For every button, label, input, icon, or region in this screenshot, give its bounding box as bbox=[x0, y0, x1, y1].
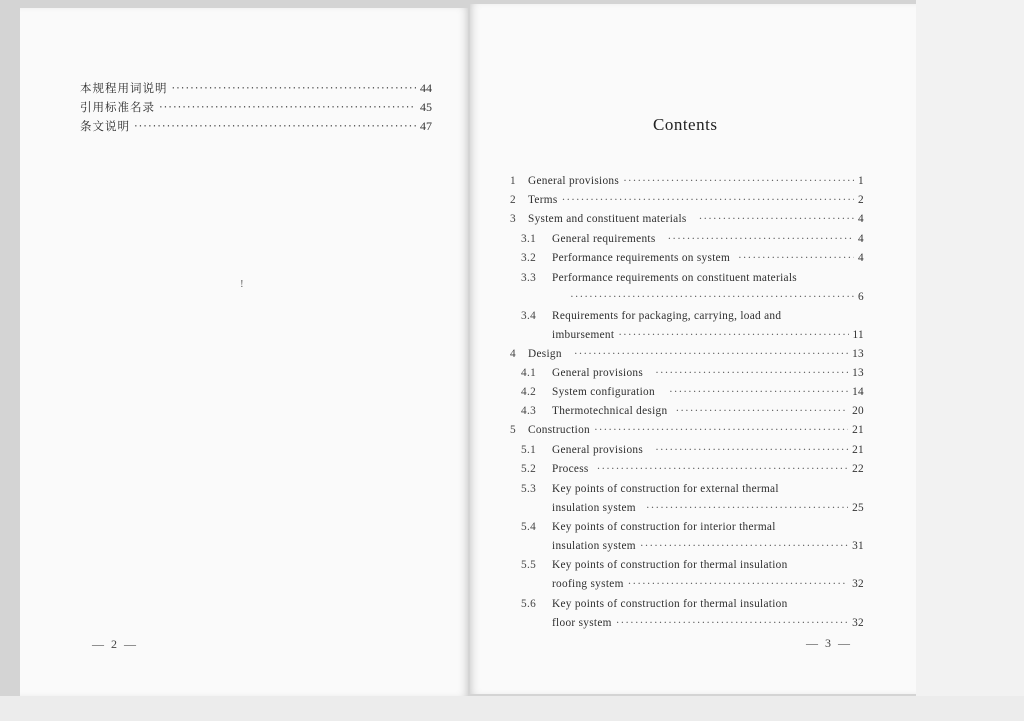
leader-dots bbox=[668, 233, 855, 245]
toc-entry-page: 31 bbox=[852, 540, 864, 552]
left-toc-page: 47 bbox=[420, 119, 432, 133]
leader-dots bbox=[655, 367, 848, 379]
left-toc-label: 引用标准名录 bbox=[80, 100, 155, 114]
toc-entry[interactable] bbox=[521, 483, 864, 495]
toc-entry-page: 14 bbox=[852, 386, 864, 398]
toc-entry-number: 4.2 bbox=[521, 386, 537, 398]
left-toc-item[interactable] bbox=[80, 80, 432, 96]
toc-entry-number: 5.3 bbox=[521, 483, 537, 495]
toc-entry-page: 4 bbox=[858, 213, 864, 225]
toc-entry-number: 5.1 bbox=[521, 444, 537, 456]
toc-entry-page: 13 bbox=[852, 367, 864, 379]
toc-entry-label: Process bbox=[552, 463, 589, 475]
leader-dots bbox=[646, 502, 848, 514]
toc-entry-label: Requirements for packaging, carrying, load and bbox=[552, 310, 782, 322]
toc-entry[interactable] bbox=[510, 175, 864, 187]
toc-entry-label: Key points of construction for thermal insulation bbox=[552, 598, 788, 610]
toc-entry-number: 4.1 bbox=[521, 367, 537, 379]
toc-entry-page: 32 bbox=[852, 578, 864, 590]
toc-entry[interactable] bbox=[521, 272, 864, 284]
toc-entry-page: 4 bbox=[858, 252, 864, 264]
toc-entry-number: 5.2 bbox=[521, 463, 537, 475]
leader-dots bbox=[623, 175, 854, 187]
toc-entry-continuation-label: insulation system bbox=[552, 502, 636, 514]
toc-entry-label: General provisions bbox=[528, 175, 620, 187]
leader-dots bbox=[655, 444, 848, 456]
leader-dots bbox=[597, 463, 848, 475]
toc-entry-page: 2 bbox=[858, 194, 864, 206]
toc-entry[interactable] bbox=[510, 194, 864, 206]
stray-mark: ! bbox=[240, 278, 244, 290]
contents-title: Contents bbox=[653, 115, 718, 134]
toc-entry[interactable] bbox=[510, 348, 864, 360]
left-toc-page: 44 bbox=[420, 81, 432, 95]
toc-entry[interactable] bbox=[510, 424, 864, 436]
toc-entry-label: Thermotechnical design bbox=[552, 405, 668, 417]
toc-entry-page: 13 bbox=[852, 348, 864, 360]
toc-entry-page: 22 bbox=[852, 463, 864, 475]
page-number-right: — 3 — bbox=[806, 636, 852, 650]
toc-entry[interactable] bbox=[521, 559, 864, 571]
toc-entry-number: 3.1 bbox=[521, 233, 537, 245]
toc-entry-continuation bbox=[552, 578, 864, 590]
left-toc-item[interactable] bbox=[80, 99, 432, 115]
background-right bbox=[916, 0, 1024, 721]
toc-entry-label: Key points of construction for thermal insulation bbox=[552, 559, 788, 571]
toc-entry-page: 21 bbox=[852, 444, 864, 456]
toc-entry-number: 1 bbox=[510, 175, 516, 187]
toc-entry-label: General requirements bbox=[552, 233, 656, 245]
leader-dots bbox=[738, 252, 854, 264]
toc-entry[interactable] bbox=[521, 252, 864, 264]
toc-entry-continuation-label: roofing system bbox=[552, 578, 624, 590]
leader-dots bbox=[699, 213, 854, 225]
toc-entry-label: Performance requirements on constituent materials bbox=[552, 272, 797, 284]
toc-entry-label: Terms bbox=[528, 194, 558, 206]
toc-entry[interactable] bbox=[521, 367, 864, 379]
scanner-bed-strip bbox=[0, 696, 1024, 721]
toc-entry-continuation bbox=[552, 617, 864, 629]
toc-entry-page: 20 bbox=[852, 405, 864, 417]
leader-dots bbox=[134, 119, 416, 133]
toc-entry-number: 3 bbox=[510, 213, 516, 225]
toc-entry-label: General provisions bbox=[552, 444, 644, 456]
toc-entry-number: 4 bbox=[510, 348, 516, 360]
leader-dots bbox=[616, 617, 848, 629]
leader-dots bbox=[562, 194, 854, 206]
leader-dots bbox=[675, 405, 848, 417]
toc-entry-continuation-label: floor system bbox=[552, 617, 612, 629]
leader-dots bbox=[159, 100, 416, 114]
toc-entry-continuation-label: imbursement bbox=[552, 329, 615, 341]
toc-entry-label: Key points of construction for external thermal bbox=[552, 483, 779, 495]
toc-entry-continuation-label: insulation system bbox=[552, 540, 636, 552]
toc-entry-label: Performance requirements on system bbox=[552, 252, 731, 264]
toc-entry-number: 3.3 bbox=[521, 272, 537, 284]
leader-dots bbox=[618, 329, 848, 341]
toc-entry-number: 5.5 bbox=[521, 559, 537, 571]
toc-entry[interactable] bbox=[521, 233, 864, 245]
left-toc-item[interactable] bbox=[80, 118, 432, 134]
toc-entry-page: 21 bbox=[852, 424, 864, 436]
toc-entry-page: 6 bbox=[858, 291, 864, 303]
toc-entry-label: System configuration bbox=[552, 386, 655, 398]
left-toc-label: 条文说明 bbox=[80, 119, 130, 133]
leader-dots bbox=[574, 348, 848, 360]
toc-entry-page: 11 bbox=[852, 329, 864, 341]
toc-entry-page: 32 bbox=[852, 617, 864, 629]
leader-dots bbox=[570, 291, 854, 303]
toc-entry[interactable] bbox=[521, 463, 864, 475]
leader-dots bbox=[669, 386, 848, 398]
toc-entry-number: 3.4 bbox=[521, 310, 537, 322]
leader-dots bbox=[594, 424, 848, 436]
toc-entry-continuation bbox=[552, 502, 864, 514]
leader-dots bbox=[172, 81, 417, 95]
toc-entry-label: Construction bbox=[528, 424, 590, 436]
toc-entry-continuation bbox=[552, 329, 864, 341]
leader-dots bbox=[640, 540, 848, 552]
toc-entry-number: 4.3 bbox=[521, 405, 537, 417]
toc-entry-continuation bbox=[552, 540, 864, 552]
toc-entry-label: Key points of construction for interior thermal bbox=[552, 521, 776, 533]
toc-entry-label: General provisions bbox=[552, 367, 644, 379]
toc-entry-number: 3.2 bbox=[521, 252, 537, 264]
toc-entry-page: 25 bbox=[852, 502, 864, 514]
toc-entry-page: 1 bbox=[858, 175, 864, 187]
toc-entry-continuation bbox=[570, 291, 864, 303]
toc-entry[interactable] bbox=[521, 598, 864, 610]
page-number-left: — 2 — bbox=[92, 637, 138, 651]
left-toc-page: 45 bbox=[420, 100, 432, 114]
toc-entry[interactable] bbox=[521, 310, 864, 322]
toc-entry-page: 4 bbox=[858, 233, 864, 245]
toc-entry[interactable] bbox=[521, 521, 864, 533]
leader-dots bbox=[628, 578, 848, 590]
toc-entry[interactable] bbox=[521, 405, 864, 417]
toc-entry-number: 5 bbox=[510, 424, 516, 436]
toc-entry-label: System and constituent materials bbox=[528, 213, 687, 225]
toc-entry-number: 5.4 bbox=[521, 521, 537, 533]
toc-entry-number: 2 bbox=[510, 194, 516, 206]
toc-entry[interactable] bbox=[521, 386, 864, 398]
toc-entry[interactable] bbox=[510, 213, 864, 225]
toc-entry-number: 5.6 bbox=[521, 598, 537, 610]
toc-entry[interactable] bbox=[521, 444, 864, 456]
left-toc-label: 本规程用词说明 bbox=[80, 81, 168, 95]
toc-entry-label: Design bbox=[528, 348, 562, 360]
